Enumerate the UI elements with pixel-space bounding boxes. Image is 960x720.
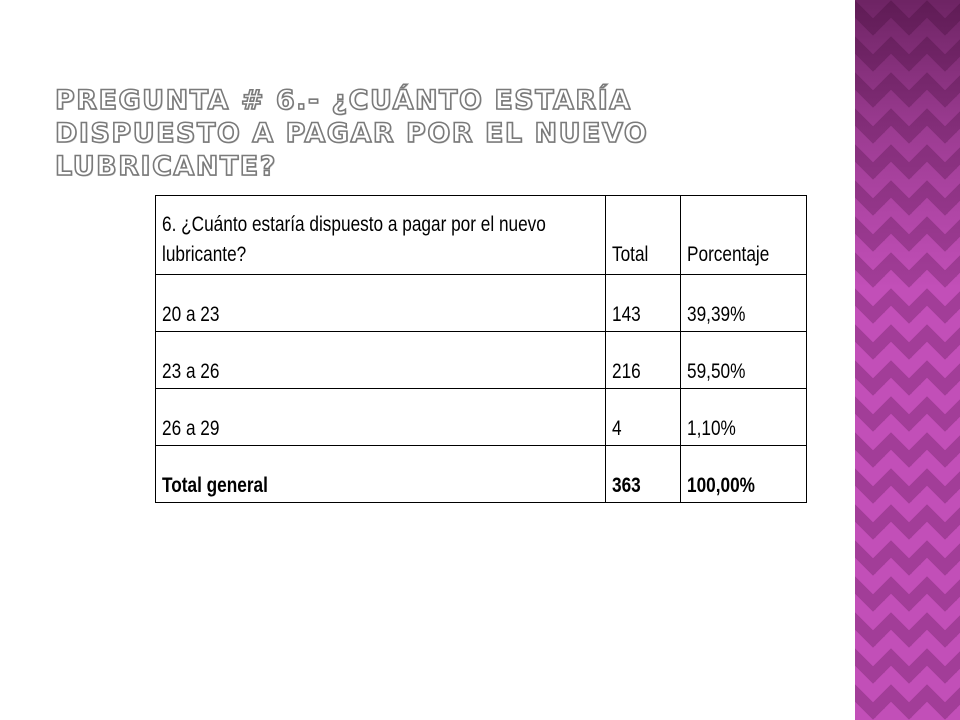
total-label: Total general [156,446,606,503]
header-total: Total [606,196,681,275]
row-percentage: 1,10% [681,389,807,446]
table-header-row [156,196,807,275]
row-total: 143 [606,275,681,332]
results-table [155,195,807,503]
total-percentage: 100,00% [681,446,807,503]
table-row [156,332,807,389]
row-percentage: 39,39% [681,275,807,332]
slide-title: PREGUNTA # 6.- ¿CUÁNTO ESTARÍA DISPUESTO A PAGAR POR EL NUEVO LUBRICANTE? [55,85,649,182]
total-count: 363 [606,446,681,503]
row-range: 26 a 29 [156,389,606,446]
table-total-row [156,446,807,503]
row-total: 216 [606,332,681,389]
results-table-container [155,195,806,497]
row-range: 20 a 23 [156,275,606,332]
header-percentage: Porcentaje [681,196,807,275]
table-row [156,389,807,446]
table-row [156,275,807,332]
decorative-side-band [855,0,960,720]
row-range: 23 a 26 [156,332,606,389]
row-total: 4 [606,389,681,446]
row-percentage: 59,50% [681,332,807,389]
header-question: 6. ¿Cuánto estaría dispuesto a pagar por el nuevo lubricante? [156,196,606,275]
